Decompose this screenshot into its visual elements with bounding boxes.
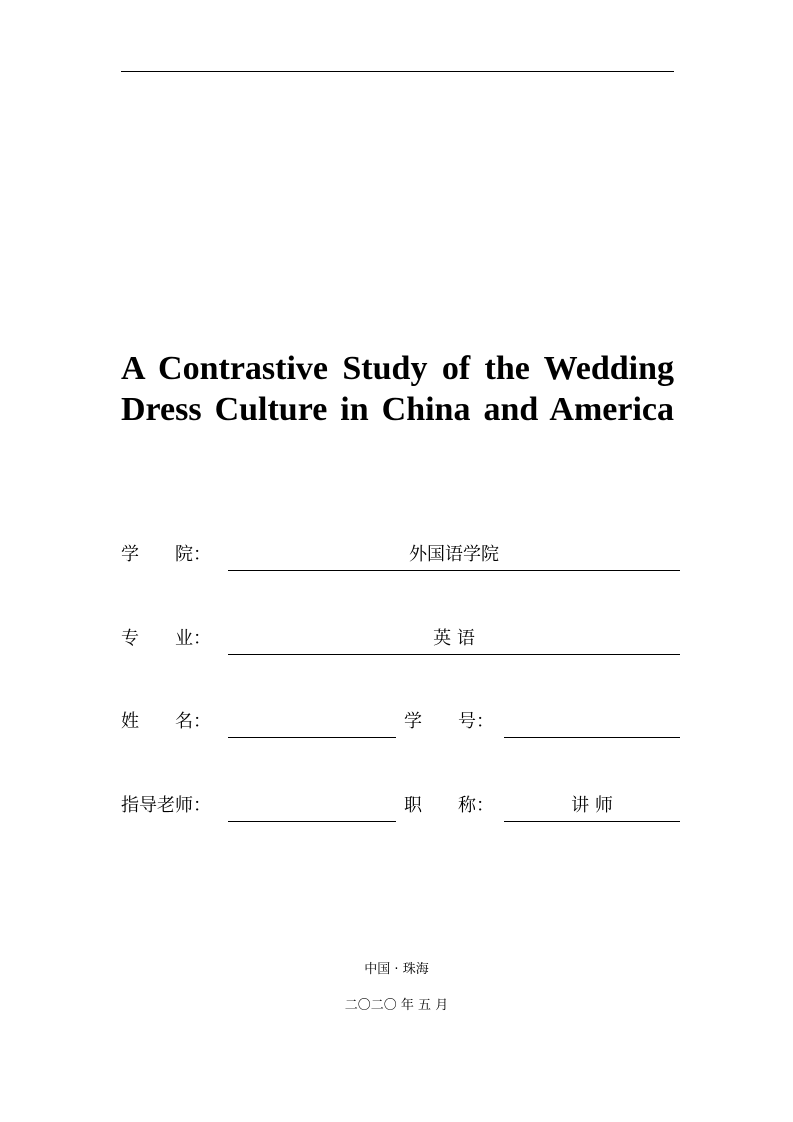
student-id-label: 学 号：	[404, 711, 494, 732]
rank-field: 讲 师	[504, 795, 680, 822]
name-label: 姓 名：	[121, 711, 211, 732]
footer-date: 二〇二〇 年 五 月	[344, 998, 449, 1013]
student-id-field	[504, 711, 680, 738]
advisor-field	[228, 795, 396, 822]
advisor-label: 指导老师：	[121, 795, 211, 816]
title-line-2: Dress Culture in China and America	[121, 391, 674, 428]
title-line-1: A Contrastive Study of the Wedding	[121, 350, 674, 387]
college-field: 外国语学院	[228, 544, 680, 571]
footer-place: 中国 · 珠海	[364, 962, 429, 977]
name-field	[228, 711, 396, 738]
college-label: 学 院：	[121, 544, 211, 565]
thesis-title	[121, 348, 674, 430]
rank-label: 职 称：	[404, 795, 494, 816]
major-label: 专 业：	[121, 628, 211, 649]
major-field: 英 语	[228, 628, 680, 655]
header-rule	[121, 71, 674, 72]
